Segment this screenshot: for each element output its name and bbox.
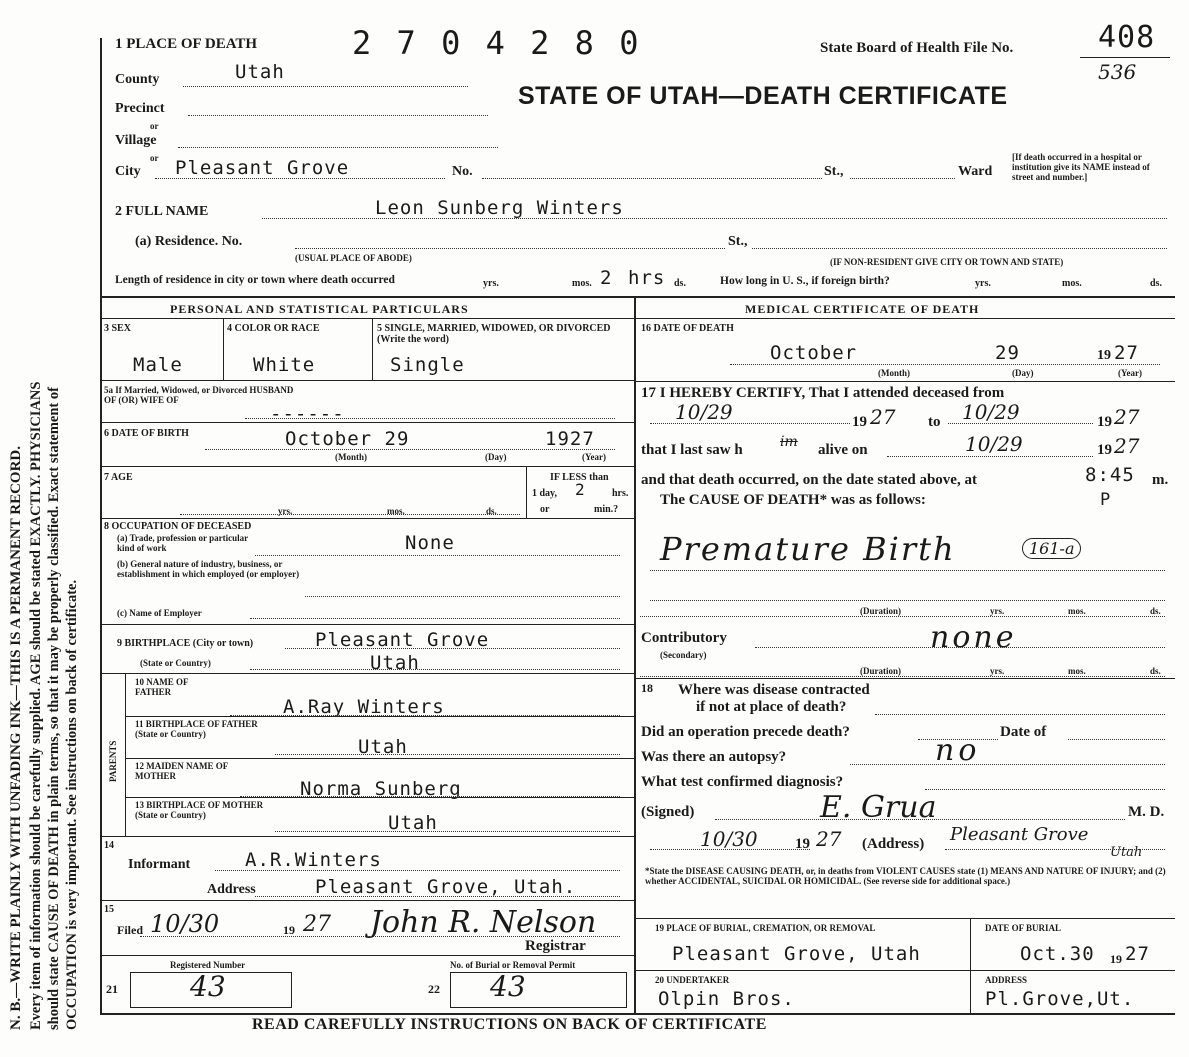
cause-line <box>650 570 1165 571</box>
row-line-2 <box>102 422 634 423</box>
informant-address-label: Address <box>207 882 256 897</box>
contributory-label: Contributory <box>641 630 727 646</box>
length-mos: mos. <box>572 278 592 289</box>
undertaker-address-value: Pl.Grove,Ut. <box>985 988 1135 1010</box>
autopsy-question: Was there an autopsy? <box>641 749 787 765</box>
precinct-label: Precinct <box>115 101 165 116</box>
st-label: St., <box>824 164 844 179</box>
operation-date-label: Date of <box>1000 724 1047 740</box>
center-divider <box>634 298 636 1013</box>
dob-year: 1927 <box>545 428 595 450</box>
residence-line <box>295 248 725 249</box>
county-line <box>183 86 468 87</box>
full-name-value: Leon Sunberg Winters <box>375 197 624 219</box>
medical-row-line-1 <box>636 381 1175 382</box>
secondary-label: (Secondary) <box>660 650 707 660</box>
birthplace-city: Pleasant Grove <box>315 629 490 651</box>
row-line-10 <box>102 836 634 837</box>
precinct-line <box>188 115 488 116</box>
death-time-p: P <box>1100 490 1112 510</box>
filed-19: 19 <box>283 923 295 937</box>
attended-from-date: 10/29 <box>675 400 733 424</box>
burial-place-value: Pleasant Grove, Utah <box>672 943 921 965</box>
birthplace-state: Utah <box>370 652 420 674</box>
age-hrs-label: hrs. <box>612 488 629 499</box>
dob-day-caption: (Day) <box>485 452 507 462</box>
test-question: What test confirmed diagnosis? <box>641 774 844 790</box>
attended-to-date: 10/29 <box>962 400 1020 424</box>
footer-instructions: READ CAREFULLY INSTRUCTIONS ON BACK OF CERTIFICATE <box>252 1016 767 1033</box>
occupation-b-label: (b) General nature of industry, business, or establishment in which employed (or employer) <box>117 559 300 579</box>
dob-month-day: October 29 <box>285 428 410 450</box>
us-yrs: yrs. <box>975 278 991 289</box>
cause-line-2 <box>650 600 1165 601</box>
certificate-title: STATE OF UTAH—DEATH CERTIFICATE <box>518 82 1008 110</box>
occupation-line <box>255 555 620 556</box>
death-month: October <box>770 342 858 364</box>
row-line-1 <box>102 380 634 381</box>
side-note-line2: Every item of information should be carefully supplied. AGE should be stated EXACTLY. PHYSICIANS <box>28 381 44 1030</box>
burial-permit-value: 43 <box>490 970 526 1003</box>
section-top-line <box>100 296 1175 298</box>
cause-value: Premature Birth <box>660 530 956 568</box>
or-1: or <box>150 121 159 131</box>
spouse-line <box>245 418 615 419</box>
row-line-11 <box>102 900 634 901</box>
village-label: Village <box>115 133 157 148</box>
death-year-caption: (Year) <box>1118 368 1142 378</box>
physician-address-line <box>945 849 1165 850</box>
registered-number-value: 43 <box>190 970 226 1003</box>
filed-year: 27 <box>303 912 331 937</box>
how-long-us-label: How long in U. S., if foreign birth? <box>720 275 890 287</box>
item-15: 15 <box>104 904 114 915</box>
age-label: 7 AGE <box>104 472 133 483</box>
side-note-permanent-record: N. B.—WRITE PLAINLY WITH UNFADING INK—THIS IS A PERMANENT RECORD. <box>8 446 24 1030</box>
row-line-4 <box>102 518 634 519</box>
employer-label: (c) Name of Employer <box>117 608 202 618</box>
birthplace-state-label: (State or Country) <box>140 658 211 668</box>
ward-label: Ward <box>958 164 993 179</box>
cause-duration-line <box>640 616 1165 617</box>
death-date-line <box>730 364 1160 365</box>
death-time: 8:45 <box>1085 464 1135 486</box>
cause-label: The CAUSE OF DEATH* was as follows: <box>660 492 926 508</box>
birthplace-state-line <box>250 669 620 670</box>
non-resident-caption: (IF NON-RESIDENT GIVE CITY OR TOWN AND STATE) <box>830 257 1064 267</box>
contributory-yrs: yrs. <box>990 666 1005 676</box>
contributory-ds: ds. <box>1150 666 1161 676</box>
signed-date: 10/30 <box>700 827 758 851</box>
informant-address-line <box>255 896 620 897</box>
cause-footnote: *State the DISEASE CAUSING DEATH, or, in deaths from VIOLENT CAUSES state (1) MEANS AND NATURE OF INJURY; and (2) whether ACCIDENTAL, SUICIDAL OR HOMICIDAL. (See reverse side for additional space.) <box>645 866 1166 886</box>
contributory-value: none <box>930 620 1017 655</box>
occupation-b-line <box>305 596 620 597</box>
row-line-5 <box>102 624 634 625</box>
marital-value: Single <box>390 354 465 376</box>
age-hrs-value: 2 <box>575 480 586 499</box>
dob-year-caption: (Year) <box>582 452 606 462</box>
informant-value: A.R.Winters <box>245 849 382 871</box>
attended-from-line <box>650 423 850 424</box>
marital-label: 5 SINGLE, MARRIED, WIDOWED, OR DIVORCED (Write the word) <box>377 323 611 345</box>
registrar-signature: John R. Nelson <box>370 905 597 940</box>
autopsy-value: no <box>935 733 981 768</box>
attended-to-19: 19 <box>1097 414 1112 430</box>
usual-place-caption: (USUAL PLACE OF ABODE) <box>295 253 412 263</box>
operation-date-line <box>1068 739 1165 740</box>
length-hrs: hrs <box>628 267 666 289</box>
dob-month-caption: (Month) <box>335 452 367 462</box>
physician-signature: E. Grua <box>820 790 937 825</box>
spouse-label: 5a If Married, Widowed, or Divorced HUSBAND OF (OR) WIFE OF <box>104 385 294 405</box>
death-year: 27 <box>1114 342 1139 364</box>
not-at-place-label: if not at place of death? <box>696 699 847 715</box>
attended-from-year: 27 <box>870 405 896 429</box>
or-2: or <box>150 153 159 163</box>
attended-to-line <box>948 423 1093 424</box>
sex-value: Male <box>133 354 183 376</box>
us-ds: ds. <box>1150 278 1162 289</box>
parents-divider <box>125 673 126 836</box>
md-label: M. D. <box>1128 804 1165 820</box>
occupation-a-label: (a) Trade, profession or particular kind of work <box>117 533 248 553</box>
cause-code: 161-a <box>1022 538 1081 559</box>
undertaker-label: 20 UNDERTAKER <box>655 975 730 985</box>
father-value: A.Ray Winters <box>283 696 445 718</box>
contributory-duration-line <box>640 676 1165 677</box>
length-value: 2 <box>600 267 613 289</box>
side-note-line4: OCCUPATION is very important. See instructions on back of certificate. <box>64 579 80 1030</box>
spouse-value: ------ <box>270 403 345 425</box>
sex-divider <box>223 318 224 380</box>
length-yrs: yrs. <box>483 278 499 289</box>
us-mos: mos. <box>1062 278 1082 289</box>
row-line-9 <box>125 797 634 798</box>
signed-date-line <box>650 849 810 850</box>
age-mos: mos. <box>387 506 405 516</box>
village-line <box>178 147 498 148</box>
certificate-number: 2 7 0 4 2 8 0 <box>352 24 642 62</box>
street-line <box>482 178 822 179</box>
burial-permit-box <box>450 972 627 1008</box>
file-no-value: 408 <box>1098 20 1156 55</box>
attended-to-year: 27 <box>1114 405 1140 429</box>
personal-heading-line <box>102 318 634 319</box>
row-line-8 <box>125 758 634 759</box>
row-line-7 <box>125 716 634 717</box>
signed-line <box>715 819 1125 820</box>
age-ds: ds. <box>486 506 497 516</box>
mother-value: Norma Sunberg <box>300 778 462 800</box>
burial-date-label: DATE OF BURIAL <box>985 923 1062 933</box>
birthplace-label: 9 BIRTHPLACE (City or town) <box>117 638 254 649</box>
mother-birthplace-value: Utah <box>388 812 438 834</box>
mother-birthplace-line <box>275 831 620 832</box>
burial-year: 27 <box>1125 943 1150 965</box>
mother-label: 12 MAIDEN NAME OF MOTHER <box>135 761 228 781</box>
burial-divider <box>970 918 971 1013</box>
color-value: White <box>253 354 316 376</box>
mother-birthplace-label: 13 BIRTHPLACE OF MOTHER (State or Country) <box>135 800 264 820</box>
residence-st-line <box>752 248 1167 249</box>
bottom-border <box>100 1013 1175 1015</box>
st-line <box>850 178 955 179</box>
age-yrs: yrs. <box>278 506 293 516</box>
sex-label: 3 SEX <box>104 323 131 334</box>
registered-number-label: Registered Number <box>170 960 246 970</box>
length-ds: ds. <box>674 278 686 289</box>
left-border <box>100 38 102 1013</box>
physician-address-label: (Address) <box>862 836 925 852</box>
item-21: 21 <box>106 982 118 996</box>
row-line-3 <box>102 466 634 467</box>
undertaker-value: Olpin Bros. <box>658 988 795 1010</box>
hospital-note: [If death occurred in a hospital or institution give its NAME instead of street and number.] <box>1012 152 1150 182</box>
medical-row-line-3 <box>636 918 1175 919</box>
burial-permit-label: No. of Burial or Removal Permit <box>450 960 576 970</box>
date-of-death-label: 16 DATE OF DEATH <box>641 323 734 334</box>
parents-label: PARENTS <box>108 740 118 782</box>
contributory-duration-label: (Duration) <box>860 666 901 676</box>
certify-text: 17 I HEREBY CERTIFY, That I attended deceased from <box>641 385 1005 401</box>
alive-19: 19 <box>1097 442 1112 458</box>
dob-label: 6 DATE OF BIRTH <box>104 428 189 439</box>
physician-address: Pleasant Grove <box>950 824 1089 845</box>
color-divider <box>372 318 373 380</box>
alive-date-line <box>887 456 1093 457</box>
informant-label: Informant <box>128 857 191 872</box>
father-label: 10 NAME OF FATHER <box>135 677 189 697</box>
county-label: County <box>115 72 160 87</box>
age-line <box>180 514 520 515</box>
death-day: 29 <box>995 342 1020 364</box>
alive-date: 10/29 <box>965 432 1023 456</box>
burial-19: 19 <box>1110 952 1122 966</box>
medical-heading: MEDICAL CERTIFICATE OF DEATH <box>745 302 980 316</box>
cause-ds: ds. <box>1150 606 1161 616</box>
dob-line <box>205 449 615 450</box>
informant-address-value: Pleasant Grove, Utah. <box>315 876 577 898</box>
death-19: 19 <box>1097 348 1111 363</box>
father-birthplace-value: Utah <box>358 736 408 758</box>
age-or-label: or <box>540 504 550 515</box>
medical-row-line-2 <box>636 678 1175 679</box>
item-22: 22 <box>428 982 440 996</box>
burial-place-label: 19 PLACE OF BURIAL, CREMATION, OR REMOVAL <box>655 923 876 933</box>
row-line-6 <box>102 673 634 674</box>
death-day-caption: (Day) <box>1012 368 1034 378</box>
one-day-label: 1 day, <box>532 488 558 499</box>
death-month-caption: (Month) <box>878 368 910 378</box>
cause-duration-label: (Duration) <box>860 606 901 616</box>
file-no-line <box>1080 57 1170 58</box>
filed-date: 10/30 <box>150 910 220 938</box>
informant-line <box>215 870 620 871</box>
contributory-line <box>755 647 1165 648</box>
filed-label: Filed <box>117 923 143 937</box>
cause-yrs: yrs. <box>990 606 1005 616</box>
alive-year: 27 <box>1114 434 1140 458</box>
father-birthplace-line <box>275 754 620 755</box>
item-18: 18 <box>641 681 653 695</box>
alive-on-label: alive on <box>818 442 868 458</box>
last-saw-label: that I last saw h <box>641 442 743 458</box>
age-min-label: min.? <box>594 504 619 515</box>
father-birthplace-label: 11 BIRTHPLACE OF FATHER (State or Country) <box>135 719 258 739</box>
length-residence-label: Length of residence in city or town where death occurred <box>115 274 395 286</box>
contributory-mos: mos. <box>1068 666 1086 676</box>
signed-year: 27 <box>816 827 842 851</box>
autopsy-line <box>850 764 1165 765</box>
street-no-label: No. <box>452 164 473 179</box>
physician-state: Utah <box>1110 845 1143 860</box>
residence-label: (a) Residence. No. <box>135 234 243 249</box>
file-no-label: State Board of Health File No. <box>820 40 1014 56</box>
signed-label: (Signed) <box>641 804 695 820</box>
death-time-m: m. <box>1152 472 1169 488</box>
occupation-value: None <box>405 532 455 554</box>
color-label: 4 COLOR OR RACE <box>227 323 320 334</box>
personal-heading: PERSONAL AND STATISTICAL PARTICULARS <box>170 302 469 316</box>
cause-mos: mos. <box>1068 606 1086 616</box>
attended-from-19: 19 <box>852 414 867 430</box>
attended-to-label: to <box>928 414 941 430</box>
death-occurred-label: and that death occurred, on the date stated above, at <box>641 472 977 488</box>
age-divider <box>526 466 527 518</box>
city-value: Pleasant Grove <box>175 157 350 179</box>
city-label: City <box>115 164 141 179</box>
file-no-extra: 536 <box>1098 60 1137 84</box>
item-14: 14 <box>104 840 114 851</box>
signed-19: 19 <box>795 836 810 852</box>
test-line <box>925 789 1165 790</box>
medical-heading-line <box>636 318 1175 319</box>
occupation-label: 8 OCCUPATION OF DECEASED <box>104 521 252 532</box>
full-name-label: 2 FULL NAME <box>115 204 209 219</box>
birthplace-line <box>285 648 620 649</box>
filed-line <box>140 936 620 937</box>
disease-where-label: Where was disease contracted <box>678 682 870 698</box>
registrar-label: Registrar <box>525 938 586 954</box>
employer-line <box>250 618 620 619</box>
operation-question: Did an operation precede death? <box>641 724 850 740</box>
medical-row-line-4 <box>636 970 1175 971</box>
place-of-death-label: 1 PLACE OF DEATH <box>115 36 258 52</box>
county-value: Utah <box>235 61 285 83</box>
disease-where-line <box>875 714 1165 715</box>
undertaker-address-label: ADDRESS <box>985 975 1028 985</box>
last-saw-him: im <box>780 434 798 450</box>
residence-st-label: St., <box>728 234 748 249</box>
row-line-12 <box>102 955 634 956</box>
if-less-label: IF LESS than <box>550 472 609 483</box>
burial-date-value: Oct.30 <box>1020 943 1095 965</box>
side-note-line3: should state CAUSE OF DEATH in plain terms, so that it may be properly classified. Exact statement of <box>46 387 62 1030</box>
